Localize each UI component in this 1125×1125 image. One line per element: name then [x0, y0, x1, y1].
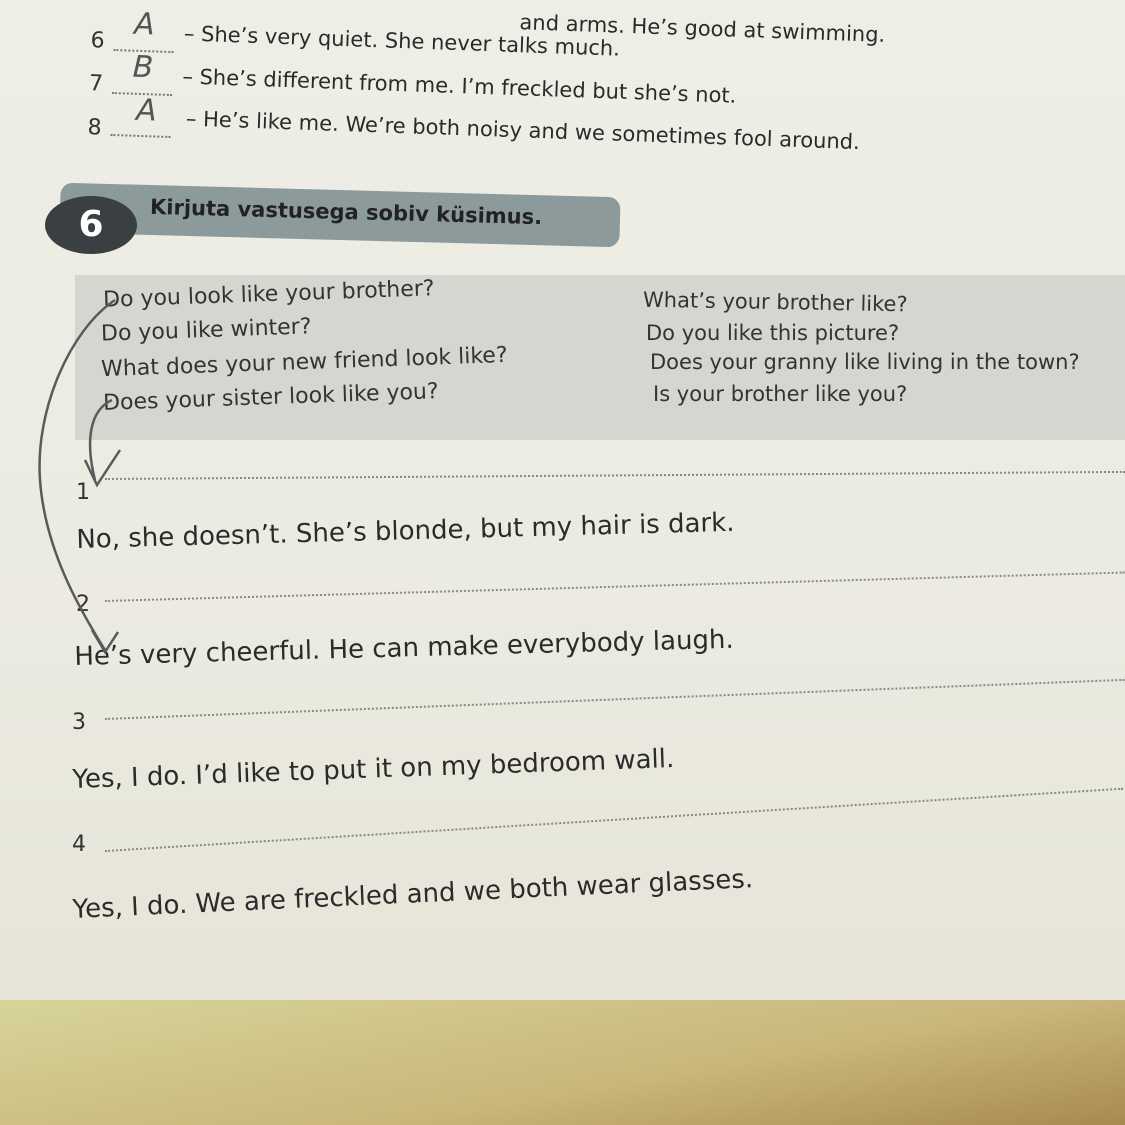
- item-number: 4: [72, 832, 86, 857]
- item-number: 2: [76, 592, 90, 617]
- item-number: 6: [90, 28, 106, 54]
- exercise-number-badge: 6: [45, 196, 137, 254]
- question-option: Do you look like your brother?: [102, 276, 435, 313]
- question-option: Do you like winter?: [100, 314, 312, 347]
- question-option: Does your sister look like you?: [102, 379, 440, 416]
- handwritten-answer: A: [133, 6, 156, 43]
- question-option: Is your brother like you?: [653, 382, 908, 406]
- response-text: Yes, I do. We are freckled and we both wear glasses.: [72, 864, 754, 925]
- item-number: 7: [88, 71, 104, 97]
- question-option: Do you like this picture?: [646, 321, 900, 345]
- item-number: 1: [76, 480, 90, 505]
- handwritten-answer: A: [135, 92, 158, 129]
- answer-blank: [110, 134, 170, 138]
- handwritten-answer: B: [132, 49, 154, 86]
- item-text: – She’s very quiet. She never talks much.: [183, 21, 621, 61]
- exercise-instruction: Kirjuta vastusega sobiv küsimus.: [149, 194, 543, 230]
- item-number: 3: [72, 710, 86, 735]
- question-option: What’s your brother like?: [642, 287, 908, 317]
- top-fragment: and arms. He’s good at swimming.: [519, 10, 886, 47]
- item-text: – She’s different from me. I’m freckled but she’s not.: [182, 64, 737, 108]
- desk-surface: [0, 1000, 1125, 1125]
- response-text: No, she doesn’t. She’s blonde, but my hair is dark.: [76, 507, 735, 555]
- question-option: What does your new friend look like?: [100, 342, 508, 383]
- response-text: Yes, I do. I’d like to put it on my bedroom wall.: [72, 743, 675, 795]
- item-number: 8: [87, 115, 103, 141]
- handwritten-arrows: [0, 280, 200, 980]
- question-option: Does your granny like living in the town?: [650, 350, 1080, 374]
- response-text: He’s very cheerful. He can make everybody laugh.: [74, 624, 735, 672]
- item-text: – He’s like me. We’re both noisy and we sometimes fool around.: [185, 106, 861, 155]
